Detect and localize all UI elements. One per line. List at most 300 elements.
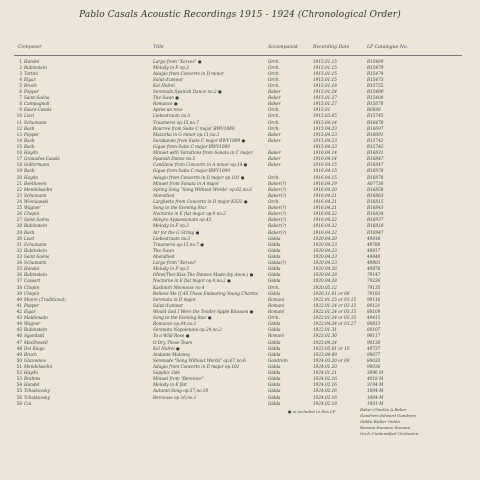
row-date: 1922.04.24 or 03.27 [313,321,357,327]
row-composer: Beethoven [24,180,47,186]
row-catalogue: 80107 [367,327,381,333]
row-date: 1916.04.21 [313,199,337,205]
row-accompanist: Romani [268,333,285,339]
header-catalogue-no: LP Catalogue No. [367,45,408,50]
row-date: 1916.04.21 [313,192,337,198]
row-title: Adagio from Concerto in D minor [153,70,224,76]
row-composer: Liszt [24,235,35,241]
row-composer: Popper [24,89,40,95]
row-title: Gigue from Suite C major BWV1009 [153,168,230,174]
row-number: 21 [16,180,22,186]
row-number: 38 [16,284,22,290]
row-composer: Handel [24,58,40,64]
row-composer: Chopin [24,211,40,217]
row-date: 1924.02.16 [313,382,337,388]
row-number: 46 [16,333,22,339]
row-title: Serenata Napoletana op.24,no.2 [153,327,222,333]
header-composer: Composer [18,45,42,50]
row-number: 37 [16,278,22,284]
row-date: 1920.04.20 [313,235,337,241]
row-title: Melody in F op.3 [153,64,189,70]
row-accompanist: Orch. [268,70,280,76]
row-number: 20 [16,174,22,180]
row-accompanist: Orch. [268,58,280,64]
row-date: 1924.01.20 [313,363,337,369]
row-catalogue: B16847 [367,156,384,162]
row-composer: Campagnoli [24,101,50,107]
row-title: Serenata in D major [153,296,196,302]
row-date: 1924.03.20 or 09 [313,357,350,363]
row-title: Andante Maloney [153,351,191,357]
row-composer: Saint-Saëns [24,217,50,223]
row-catalogue: B16937 [367,217,384,223]
row-accompanist: Orch. [268,125,280,131]
row-composer: Handel [24,266,40,272]
row-date: 1915.01.15 [313,58,337,64]
row-number: 42 [16,308,22,314]
row-catalogue: B16978 [367,174,384,180]
row-title: The Swan ● [153,95,179,101]
row-composer: Bruch [24,351,37,357]
lp-note: ● is included in this LP [288,409,336,414]
legend-item: Gandrem:Edward Gandrem [360,413,416,418]
row-composer: Wagner [24,321,41,327]
row-date: 1916.04.22 [313,223,337,229]
row-composer: Sgambati [24,333,45,339]
row-number: 34 [16,260,22,266]
row-title: Largo from "Xerxes" ● [153,58,202,64]
row-date: 1916.04.14 [313,156,337,162]
row-date: 1915.04.23 [313,144,337,150]
row-accompanist: Baker(?) [268,186,287,192]
row-composer: Elgar [24,76,36,82]
row-catalogue: 49818 [367,235,381,241]
row-composer: Tchaikovsky [24,388,50,394]
row-composer: Tartini [24,70,39,76]
row-catalogue: 80813 [367,321,381,327]
row-catalogue: B16847 [367,162,384,168]
row-title: Allegro Appassionato op.43 [153,217,212,223]
row-date: 1922.01.24 or 03.15 [313,315,357,321]
row-date: 1916.04.15 [313,174,337,180]
row-catalogue: 3194 M [367,382,384,388]
row-accompanist: Orch. [268,82,280,88]
row-catalogue: B15742 [367,137,384,143]
row-title: Serenade "Song Without Words" op.67,no.6 [153,357,246,363]
row-accompanist: Baker(?) [268,211,287,217]
row-accompanist: Gidda [268,388,281,394]
row-title: Believe Me If All Those Endearing Young Charms [153,290,258,296]
row-accompanist: Orch. [268,76,280,82]
row-number: 40 [16,296,22,302]
row-composer: Rubinstein [24,247,47,253]
row-title: Traumerei op.15,no.7 [153,119,199,125]
row-composer: Schumann [24,192,47,198]
row-number: 16 [16,150,22,156]
row-date: 1916.04.22 [313,217,337,223]
row-accompanist: Gandrem [268,357,288,363]
row-date: 1922.01.24 or 03.15 [313,302,357,308]
row-number: 49 [16,351,22,357]
row-number: 56 [16,394,22,400]
row-composer: Bach [24,229,35,235]
row-catalogue: 90116 [367,296,381,302]
row-number: 3 [19,70,22,76]
row-date: 1922.01.24 or 03.15 [313,308,357,314]
row-composer: Rubinstein [24,327,47,333]
table-row [0,401,480,407]
row-catalogue: 49848 [367,254,381,259]
row-number: 50 [16,357,22,363]
row-composer: Schumann [24,119,47,125]
row-number: 54 [16,382,22,388]
row-date: 1922.01.25 or 03.15 [313,296,357,302]
row-catalogue: 49415 [367,315,381,321]
row-accompanist: Baker(?) [268,180,287,186]
row-catalogue: 49788 [367,241,381,247]
row-date: 1922.01.31 [313,327,337,333]
row-number: 4 [19,76,22,82]
row-catalogue: A87730 [367,180,384,186]
row-catalogue: 90138 [367,339,381,345]
row-catalogue: 49737 [367,345,381,351]
row-accompanist: Baker [268,156,281,162]
row-title: Melody in F op.3 [153,266,189,272]
row-composer: Brahms [24,376,41,382]
row-accompanist: Gidda [268,278,281,284]
row-date: 1920.04.23 [313,260,337,266]
row-composer: Bach [24,168,35,174]
row-date: 1920.04.28 [313,272,337,278]
column-headers [0,45,480,55]
row-date: 1920.04.28 [313,278,337,284]
row-title: Spring Song "Song Without Words" op.62,no.6 [153,186,252,192]
row-composer: Elgar [24,308,36,314]
row-date: 1924.02.16 [313,388,337,394]
row-title: Minuet from "Berenice" [153,376,204,382]
row-accompanist: Gidda [268,266,281,272]
row-accompanist: Gidda [268,351,281,357]
row-title: Salut d'amour [153,76,183,82]
row-composer: Chopin [24,290,40,296]
row-number: 27 [16,217,22,223]
row-composer: Del Riego [24,345,45,351]
row-accompanist: Gidda [268,345,281,351]
row-number: 48 [16,345,22,351]
row-number: 28 [16,223,22,229]
row-number: 51 [16,363,22,369]
row-accompanist: Orch. [268,199,280,205]
row-composer: Wieniawski [24,199,49,205]
row-number: 6 [19,89,22,95]
row-catalogue: B16858 [367,186,384,192]
row-accompanist: Gidda [268,272,281,278]
row-number: 55 [16,388,22,394]
row-number: 52 [16,370,22,376]
row-catalogue: B15469 [367,58,384,64]
row-number: 13 [16,131,22,137]
row-accompanist: Baker(?) [268,217,287,223]
row-catalogue: B6698 [367,107,381,113]
row-catalogue: 49876 [367,266,381,272]
row-date: 1923.05.01 or 10 [313,345,350,351]
row-accompanist: Baker [268,137,281,143]
row-number: 2 [19,64,22,70]
row-title: Adagio from Concerto in D major op.101 ● [153,174,245,180]
row-date: 1924.02.18 [313,400,337,406]
row-accompanist: Baker [268,95,281,101]
row-date: 1916.04.15 [313,162,337,168]
row-catalogue: B16863 [367,192,384,198]
row-number: 1 [19,58,22,64]
row-date: 1915.01.27 [313,101,337,107]
row-date: 1923.01.30 [313,333,337,339]
row-title: Kashmiri Moonoise no.4 [153,284,205,290]
row-accompanist: Baker(?) [268,205,287,211]
row-date: 1916.04.22 [313,229,337,235]
row-composer: Rubinstein [24,223,47,229]
row-composer: Bach [24,144,35,150]
row-number: 17 [16,156,22,162]
row-title: To a Wild Rose ● [153,333,190,339]
row-title: Apres un reve [153,107,183,113]
row-number: 30 [16,235,22,241]
row-number: 31 [16,241,22,247]
row-catalogue: 90077 [367,351,381,357]
row-composer: Cassart [24,278,41,284]
row-number: 7 [19,95,22,101]
row-date: 1924.02.16 [313,376,337,382]
legend-item: Romani:Romano Romani [360,425,411,430]
row-composer: Maldonado [24,315,48,321]
row-date: 1924.02.16 [313,394,337,400]
row-title: Melody in E flat [153,382,187,388]
row-composer: Haydn [24,150,38,156]
row-composer: Rubinstein [24,272,47,278]
row-number: 33 [16,254,22,259]
row-date: 1920.04.23 [313,241,337,247]
row-title: Song to the Evening Star ● [153,315,212,321]
row-accompanist: Orch. [268,119,280,125]
row-title: Melody in F op.3 [153,223,189,229]
row-catalogue: B15745 [367,113,384,119]
row-number: 10 [16,113,22,119]
row-number: 8 [19,101,22,107]
row-composer: Moore (Traditional) [24,296,66,302]
row-date: 1920.04.23 [313,254,337,259]
legend-item: Gidda:Walter Gidda [360,419,400,424]
row-title: Cantilene from Concerto in A minor op.14 ● [153,162,248,168]
row-catalogue: 79183 [367,290,381,296]
row-composer: Tchaikovsky [24,394,50,400]
row-composer: Schumann [24,241,47,247]
header-accompanist: Accompanist [268,45,298,50]
row-accompanist: Gidda [268,290,281,296]
row-catalogue: B15474 [367,70,384,76]
row-title: Minuet with Variations from Sonata in C major [153,150,253,156]
row-title: Sarabande from Suite C major BWV1009 ● [153,137,246,143]
row-catalogue: 1004-M [367,388,384,394]
row-date: 1920.04.23 [313,247,337,253]
row-catalogue: B16978 [367,168,384,174]
row-title: Romance ● [153,101,178,107]
row-accompanist: Gidda [268,339,281,345]
row-date: 1915.01.15 [313,70,337,76]
row-accompanist: Orch. [268,113,280,119]
row-date: 1915.01.15 [313,76,337,82]
row-catalogue: B15473 [367,76,384,82]
row-date: 1915.04.23 [313,131,337,137]
row-catalogue: B16831 [367,150,384,156]
row-date: 1916.04.15 [313,168,337,174]
row-accompanist: Gidda [268,382,281,388]
row-catalogue: B16947 [367,229,384,235]
row-catalogue: 49817 [367,247,381,253]
row-catalogue: B16834 [367,211,384,217]
row-title: Minuet from Sonata in A major [153,180,219,186]
row-composer: Liszt [24,113,35,119]
row-accompanist: Baker [268,162,281,168]
row-number: 11 [16,119,22,125]
row-accompanist: Baker [268,101,281,107]
row-catalogue: B16697 [367,125,384,131]
row-date: 1916.04.22 [313,211,337,217]
row-title: Liebestraum no.3 [153,235,191,241]
row-accompanist: Baker [268,89,281,95]
row-accompanist: Baker(?) [268,192,287,198]
row-number: 23 [16,192,22,198]
row-accompanist: Gidda [268,370,281,376]
row-catalogue: 1004-M [367,394,384,400]
row-title: Autumn Song op.37,no.10 [153,388,209,394]
row-date: 1915.01.24 [313,89,337,95]
row-composer: Popper [24,131,40,137]
row-title: O Dry Those Tears [153,339,193,345]
row-catalogue: 89033 [367,357,381,363]
row-title: Largo from "Xerxes" [153,260,197,266]
row-accompanist: Baker(?) [268,229,287,235]
row-accompanist: Romani [268,308,285,314]
row-title: Mazurka in G minor op.11,no.3 [153,131,220,137]
row-title: Sapphic Ode [153,370,181,376]
row-catalogue: 80121 [367,302,381,308]
row-accompanist: Gidda [268,247,281,253]
row-catalogue: 3096 M [367,370,384,376]
row-catalogue: 90117 [367,333,381,339]
row-title: Serenade,Spanish Dance no.2 ● [153,89,222,95]
row-title: Gigue from Suite C major BWV1009 [153,144,230,150]
row-composer: Mendelssohn [24,186,53,192]
row-composer: Haydn [24,370,38,376]
row-accompanist: Orch. [268,174,280,180]
row-number: 44 [16,321,22,327]
row-catalogue: B15400 [367,95,384,101]
row-title: Romance op.44,no.1 [153,321,197,327]
row-composer: Handel [24,382,40,388]
row-catalogue: B15755 [367,82,384,88]
accompanist-legend [360,407,418,437]
legend-item: Baker:Charles A.Baker [360,407,407,412]
row-title: Nocturne in E flat major op.9 no.2 [153,211,226,217]
header-title: Title [153,45,164,50]
row-number: 29 [16,229,22,235]
row-catalogue: 80109 [367,308,381,314]
row-accompanist: Gidda [268,254,281,259]
row-composer: Mendelssohn [24,363,53,369]
row-title: Ohne(The) Kiss The Dances Made (by Anon.) ● [153,272,254,278]
row-catalogue: B15400 [367,89,384,95]
row-catalogue: B16478 [367,119,384,125]
row-title: Berceuse op.16,no.1 [153,394,197,400]
row-title: Would God I Were the Tender Apple Blossom ● [153,308,254,314]
row-accompanist: Gidda [268,376,281,382]
row-accompanist: Baker [268,150,281,156]
row-date: 1923.04.24 [313,339,337,345]
row-number: 14 [16,137,22,143]
row-accompanist: Gidda [268,235,281,241]
row-accompanist: Romani [268,296,285,302]
row-date: 1915.04.14 [313,119,337,125]
row-composer: Bach [24,137,35,143]
row-composer: Rubinstein [24,64,47,70]
row-date: 1916.04.21 [313,205,337,211]
row-date: 1915.04.23 [313,125,337,131]
row-number: 24 [16,199,22,205]
row-number: 32 [16,247,22,253]
row-title: Nocturne in E flat major op.9,no.2 ● [153,278,231,284]
row-date: 1920.04.26 [313,266,337,272]
row-title: Abendlied [153,254,175,259]
row-number: 9 [19,107,22,113]
row-title: Kol Nidrei [153,82,175,88]
row-catalogue: B16815 [367,199,384,205]
row-date: 1920.11.01 or 06 [313,290,350,296]
row-title: Larghetto from Concerto in D major KS33 ● [153,199,248,205]
row-number: 43 [16,315,22,321]
row-accompanist: Orch. [268,284,280,290]
row-number: 45 [16,327,22,333]
row-date: 1920.05.12 [313,284,337,290]
row-composer: Goltermann [24,162,50,168]
row-title: Traumerei op.15,no.7 ● [153,241,204,247]
row-composer: MacDowell [24,339,48,345]
legend-item: Orch:Unidentified Orchestra [360,431,419,436]
row-accompanist: Romani [268,302,285,308]
row-catalogue: 1001-M [367,400,384,406]
row-number: 53 [16,376,22,382]
row-title: Liebestraum no.3 [153,113,191,119]
row-accompanist: Baker [268,131,281,137]
row-date: 1923.04.09 [313,351,337,357]
row-accompanist: Gidda [268,394,281,400]
row-composer: Granados-Casals [24,156,60,162]
row-date: 1915.01.18 [313,82,337,88]
row-number: 22 [16,186,22,192]
row-number: 18 [16,162,22,168]
row-catalogue: B15678 [367,101,384,107]
row-title: Salut d'amour [153,302,183,308]
row-accompanist: Gidda [268,321,281,327]
row-accompanist: Gidda [268,241,281,247]
row-catalogue: 4018 M [367,376,384,382]
row-accompanist: Orch. [268,64,280,70]
row-accompanist: Baker(?) [268,223,287,229]
row-date: 1915.04.23 [313,137,337,143]
row-catalogue: B15742 [367,144,384,150]
row-composer: Cui [24,400,32,406]
row-title: Kol Nidrei ● [153,345,180,351]
row-number: 26 [16,211,22,217]
